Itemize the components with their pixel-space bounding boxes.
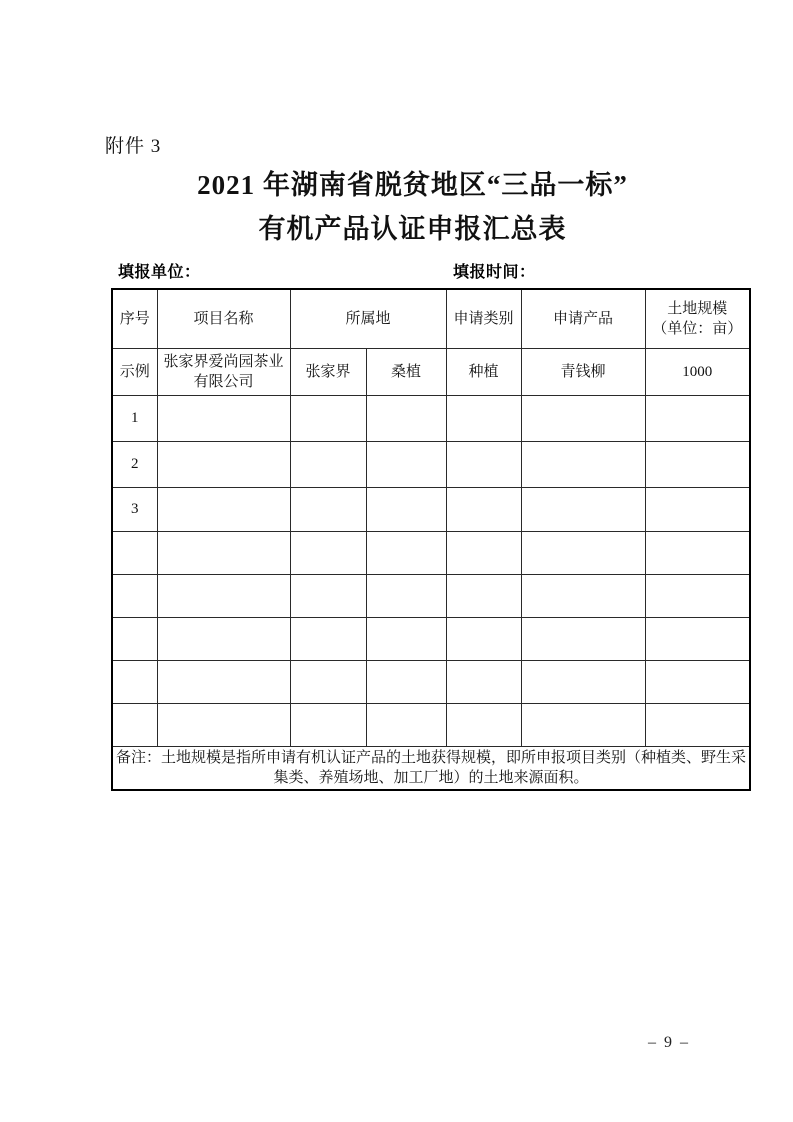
row-scale-cell	[645, 487, 750, 531]
header-project: 项目名称	[157, 289, 290, 348]
row-category-cell	[446, 487, 521, 531]
row-project-cell	[157, 617, 290, 660]
attachment-label: 附件 3	[105, 136, 162, 157]
row-location-county-cell	[366, 703, 446, 746]
row-location-county-cell	[366, 574, 446, 617]
example-row	[112, 348, 750, 395]
row-product-cell	[521, 531, 645, 574]
row-category-cell	[446, 617, 521, 660]
row-scale-cell	[645, 531, 750, 574]
row-serial	[112, 574, 157, 617]
row-category-cell	[446, 395, 521, 441]
row-product-cell	[521, 617, 645, 660]
table-row	[112, 441, 750, 487]
table-row	[112, 395, 750, 441]
row-location-city-cell	[290, 703, 366, 746]
row-product-cell	[521, 487, 645, 531]
example-product: 青钱柳	[521, 348, 645, 395]
row-serial: 1	[112, 395, 157, 441]
document-title-line1: 2021 年湖南省脱贫地区“三品一标”	[197, 170, 628, 200]
header-serial: 序号	[112, 289, 157, 348]
row-project-cell	[157, 574, 290, 617]
table-row	[112, 660, 750, 703]
header-product: 申请产品	[521, 289, 645, 348]
page-number: – 9 –	[648, 1034, 690, 1051]
row-serial: 3	[112, 487, 157, 531]
row-product-cell	[521, 574, 645, 617]
row-project-cell	[157, 660, 290, 703]
row-location-city-cell	[290, 487, 366, 531]
header-land-scale-line2: （单位：亩）	[652, 320, 743, 337]
table-row	[112, 617, 750, 660]
header-land-scale	[645, 289, 750, 348]
row-location-county-cell	[366, 395, 446, 441]
row-location-county-cell	[366, 660, 446, 703]
row-product-cell	[521, 703, 645, 746]
summary-table	[111, 288, 751, 791]
row-project-cell	[157, 531, 290, 574]
form-meta-row	[0, 259, 793, 283]
note-row	[112, 746, 750, 790]
document-title-line2: 有机产品认证申报汇总表	[258, 214, 567, 244]
row-location-city-cell	[290, 441, 366, 487]
row-scale-cell	[645, 660, 750, 703]
row-location-city-cell	[290, 660, 366, 703]
table-row	[112, 531, 750, 574]
row-category-cell	[446, 574, 521, 617]
document-title	[16, 163, 793, 251]
example-location-county: 桑植	[366, 348, 446, 395]
row-serial	[112, 531, 157, 574]
row-serial	[112, 617, 157, 660]
row-product-cell	[521, 441, 645, 487]
row-project-cell	[157, 703, 290, 746]
row-location-city-cell	[290, 617, 366, 660]
row-serial	[112, 703, 157, 746]
row-location-city-cell	[290, 395, 366, 441]
table-row	[112, 487, 750, 531]
row-location-city-cell	[290, 574, 366, 617]
reporting-unit-label: 填报单位：	[118, 264, 201, 281]
row-product-cell	[521, 660, 645, 703]
example-category: 种植	[446, 348, 521, 395]
row-location-county-cell	[366, 531, 446, 574]
row-scale-cell	[645, 441, 750, 487]
row-location-city-cell	[290, 531, 366, 574]
table-row	[112, 703, 750, 746]
row-location-county-cell	[366, 441, 446, 487]
header-land-scale-line1: 土地规模	[667, 300, 728, 317]
row-scale-cell	[645, 703, 750, 746]
row-scale-cell	[645, 395, 750, 441]
table-note: 备注：土地规模是指所申请有机认证产品的土地获得规模，即所申报项目类别（种植类、野生采集类、养殖场地、加工厂地）的土地来源面积。	[112, 746, 750, 790]
example-serial: 示例	[112, 348, 157, 395]
row-location-county-cell	[366, 487, 446, 531]
row-scale-cell	[645, 617, 750, 660]
table-header-row	[112, 289, 750, 348]
row-project-cell	[157, 441, 290, 487]
header-category: 申请类别	[446, 289, 521, 348]
header-location: 所属地	[290, 289, 446, 348]
row-product-cell	[521, 395, 645, 441]
row-scale-cell	[645, 574, 750, 617]
row-category-cell	[446, 660, 521, 703]
row-project-cell	[157, 395, 290, 441]
row-category-cell	[446, 703, 521, 746]
row-serial: 2	[112, 441, 157, 487]
row-serial	[112, 660, 157, 703]
example-location-city: 张家界	[290, 348, 366, 395]
row-location-county-cell	[366, 617, 446, 660]
row-category-cell	[446, 441, 521, 487]
example-project: 张家界爱尚园茶业有限公司	[157, 348, 290, 395]
row-project-cell	[157, 487, 290, 531]
row-category-cell	[446, 531, 521, 574]
reporting-time-label: 填报时间：	[453, 264, 536, 281]
table-row	[112, 574, 750, 617]
example-scale: 1000	[645, 348, 750, 395]
